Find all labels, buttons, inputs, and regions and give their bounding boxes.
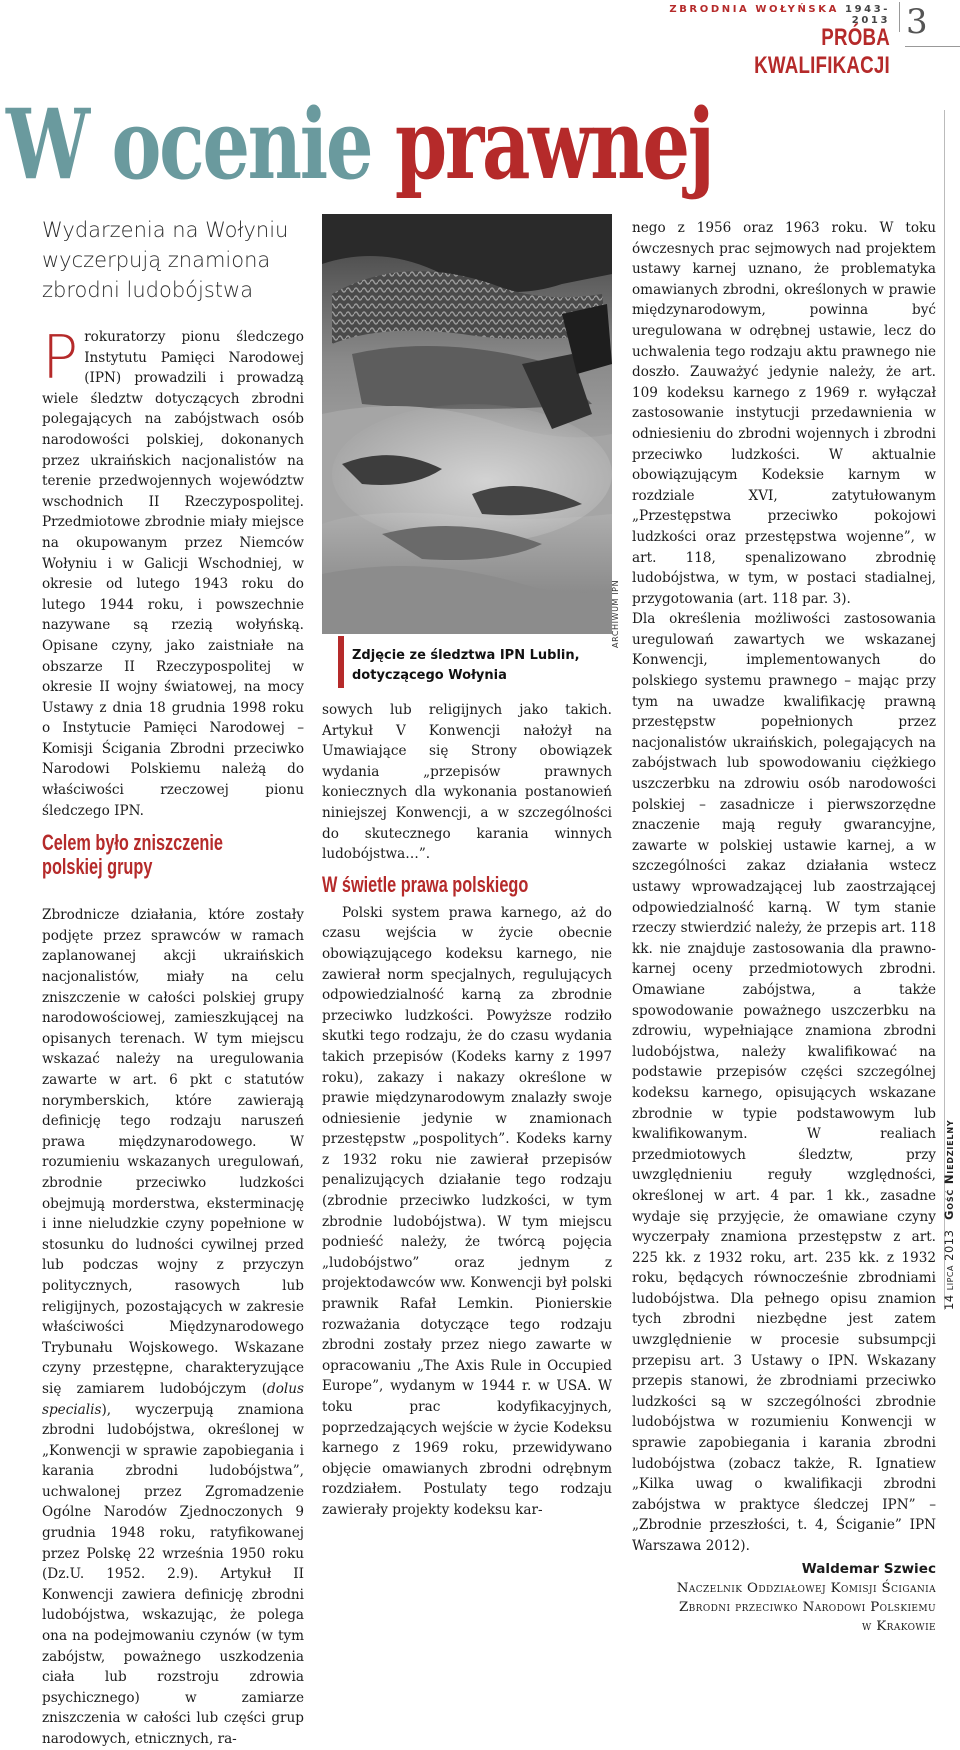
article-title bbox=[6, 86, 713, 204]
body-text-1b: ), wyczerpują znamiona zbrodni ludobójstwa, określonej w „Konwencji w sprawie zapobiegania i karania zbrodni ludobójstwa”, uchwalonej przez Zgromadzenie Ogólne Narodów Zjednoczonych 9 grudnia 1948 roku, ratyfikowanej przez Polskę 22 września 1950 roku (Dz.U. 1952. 2.9). Artykuł II Konwencji zawiera definicję zbrodni ludobójstwa, wskazując, że polega ona na podejmowaniu czynów (w tym zabójstw, poważnego uszkodzenia ciała lub rozstroju zdrowia psychicznego) w zamiarze zniszczenia w całości lub części grup narodowych, etnicznych, ra- bbox=[42, 1401, 304, 1747]
article-subtitle: Wydarzenia na Wołyniu wyczerpują znamiona zbrodni ludobójstwa bbox=[42, 218, 289, 302]
subheading-polish-law bbox=[322, 873, 612, 897]
caption-accent-bar bbox=[338, 636, 344, 688]
author-name: Waldemar Szwiec bbox=[801, 1560, 936, 1577]
photo-credit: ARCHIWUM IPN bbox=[611, 579, 620, 648]
article-title-part-2: prawnej bbox=[394, 88, 713, 201]
subheading-destruction bbox=[42, 831, 304, 879]
body-paragraph-2: sowych lub religijnych jako takich. Artykuł V Konwencji nałożył na Umawiające się Strony obowiązek wydania „przepisów prawnych koniecznych dla wykonania postanowień niniejszej Konwencji, a w szczególności do skutecznego karania winnych ludobójstwa…”. bbox=[322, 702, 612, 863]
author-role-line-1: Naczelnik Oddziałowej Komisji Ścigania bbox=[676, 1581, 936, 1597]
header-divider bbox=[899, 2, 900, 32]
photo-caption: Zdjęcie ze śledztwa IPN Lublin, dotyczącego Wołynia bbox=[352, 648, 580, 683]
issue-footer bbox=[942, 1000, 960, 1310]
article-title-part-1: W ocenie bbox=[6, 88, 372, 201]
body-text-1a: Zbrodnicze działania, które zostały podjęte przez sprawców w ramach zaplanowanej akcji ukraińskich nacjonalistów, miały na celu zniszczenie w całości polskiej grupy narodowościowej, zamieszkującej na opisanych terenach. W tym miejscu wskazać należy na uregulowania zawarte w art. 6 pkt c statutów norymberskich, które zawierają definicję tego rodzaju naruszeń prawa międzynarodowego. W rozumieniu wskazanych uregulowań, zbrodnie przeciwko ludzkości obejmują morderstwa, eksterminację i inne nieludzkie czyny popełnione w stosunku do ludności cywilnej przed lub podczas wojny z przyczyn politycznych, rasowych lub religijnych, pozostających w zakresie właściwości Międzynarodowego Trybunału Wojskowego. Wskazane czyny przestępne, charakteryzujące się zamiarem ludobójczym ( bbox=[42, 907, 304, 1397]
intro-text: rokuratorzy pionu śledczego Instytutu Pamięci Narodowej (IPN) prowadzili i prowadzą wiele śledztw dotyczących zbrodni polegających na zabójstwach osób narodowości polskiej, dokonanych przez ukraińskich nacjonalistów na terenie przedwojennych województw wschodnich II Rzeczypospolitej. Przedmiotowe zbrodnie miały miejsce na okupowanym przez Niemców Wołyniu i w Galicji Wschodniej, w okresie od lutego 1943 roku do lutego 1944 roku, i powszechnie nazywane są rzezią wołyńską. Opisane czyny, jako zaistniałe na obszarze II Rzeczypospolitej w okresie II wojny światowej, na mocy Ustawy z dnia 18 grudnia 1998 roku o Instytucie Pamięci Narodowej – Komisji Ścigania Zbrodni przeciwko Narodowi Polskiemu należą do właściwości rzeczowej pionu śledczego IPN. bbox=[42, 329, 304, 819]
column-2 bbox=[322, 700, 612, 1521]
page-number-underline bbox=[905, 46, 960, 47]
intro-paragraph bbox=[42, 323, 304, 821]
column-1 bbox=[42, 323, 304, 1750]
latin-term: dolus specialis bbox=[42, 1380, 304, 1418]
page-number: 3 bbox=[906, 2, 928, 42]
body-paragraph-1 bbox=[42, 905, 304, 1749]
issue-date: 14 lipca 2013 bbox=[942, 1229, 956, 1310]
section-title: PRÓBA KWALIFIKACJI bbox=[754, 24, 890, 79]
body-paragraph-4: nego z 1956 oraz 1963 roku. W toku ówczesnych prac sejmowych nad projektem ustawy karnej uznano, że problematyka omawianych zbrodni, określonych w prawie międzynarodowym, powinna być uregulowana w odrębnej ustawie, lecz do uchwalenia tego rodzaju aktu prawnego nie doszło. Zauważyć jedynie należy, że art. 109 kodeksu karnego z 1969 r. wyłączał zastosowanie instytucji przedawnienia w odniesieniu do zbrodni wojennych i zbrodni przeciwko ludzkości. W aktualnie obowiązującym Kodeksie karnym w rozdziale XVI, zatytułowanym „Przestępstwa przeciwko pokojowi ludzkości oraz przestępstwa wojenne”, w art. 118, spenalizowano zbrodnię ludobójstwa, w tym, w postaci stadialnej, przygotowania (art. 118 par. 3). bbox=[632, 220, 936, 607]
subheading-line-2: polskiej grupy bbox=[42, 854, 153, 880]
author-role-line-3: w Krakowie bbox=[861, 1619, 936, 1635]
subheading-line-1: Celem było zniszczenie bbox=[42, 830, 223, 856]
column-3 bbox=[632, 218, 936, 1636]
body-paragraph-5: Dla określenia możliwości zastosowania uregulowań zawartych we wskazanej Konwencji, implementowanych do polskiego systemu prawnego – mając przy tym na uwadze kwalifikację prawną przestępstw popełnionych przez nacjonalistów ukraińskich, polegających na zabójstwach lub spowodowaniu ciężkiego uszczerbku na zdrowiu osób narodowości polskiej – zasadnicze i pierwszorzędne znaczenie mają reguły gwarancyjne, zawarte w polskiej ustawie karnej, a w szczególności zakaz działania wstecz ustawy wprowadzającej lub zaostrzającej odpowiedzialność karną. W tym stanie rzeczy stwierdzić należy, że przepis art. 118 kk. nie znajduje zastosowania dla prawno-karnej oceny przedmiotowych zbrodni. Omawiane zabójstwa, a także spowodowanie poważnego uszczerbku na zdrowiu, wypełniające znamiona zbrodni ludobójstwa, należy kwalifikować na podstawie przepisów części szczególnej kodeksu karnego, opisujących wskazane zbrodnie w typie podstawowym lub kwalifikowanym. W realiach przedmiotowych śledztw, przy uwzględnieniu reguły względności, określonej w art. 4 par. 1 kk., zasadne wydaje się przyjęcie, że omawiane czyny wyczerpały znamiona przestępstw z art. 225 kk. z 1932 roku, art. 235 kk. z 1932 roku, będących równocześnie zbrodniami ludobójstwa. Dla pełnego opisu znamion tych zbrodni niezbędne jest zatem uwzględnienie w procesie subsumpcji przepisu art. 3 Ustawy o IPN. Wskazany przepis stanowi, że zbrodniami przeciwko ludzkości są w szczególności zbrodnie ludobójstwa w rozumieniu Konwencji w sprawie zapobiegania i karania zbrodni ludobójstwa (zobacz także, R. Ignatiew „Kilka uwag o kwalifikacji zbrodni zabójstwa w praktyce śledczej IPN” – „Zbrodnie przeszłości, t. 4, Ściganie” IPN Warszawa 2012). bbox=[632, 611, 936, 1554]
archival-photo bbox=[322, 214, 612, 634]
body-paragraph-3: Polski system prawa karnego, aż do czasu wejścia w życie obecnie obowiązującego kodeksu karnego, nie zawierał norm specjalnych, regulujących odpowiedzialność karną za zbrodnie przeciwko ludzkości. Powyższe rodziło skutki tego rodzaju, że do czasu wydania takich przepisów (Kodeks karny z 1997 roku), zakazy i nakazy określone w prawie międzynarodowym znalazły swoje odniesienie jedynie w znamionach przestępstw „pospolitych”. Kodeks karny z 1932 roku nie zawierał przepisów penalizujących działanie tego rodzaju (zbrodnie przeciwko ludzkości, w tym zbrodnie ludobójstwa). W tym miejscu podnieść należy, że twórcą pojęcia „ludobójstwo” oraz jednym z projektodawców ww. Konwencji był polski prawnik Rafał Lemkin. Pionierskie rozważania dotyczące tego rodzaju zbrodni zostały przez niego zawarte w opracowaniu „The Axis Rule in Occupied Europe”, wydanym w 1944 r. w USA. W toku prac kodyfikacyjnych, poprzedzających wejście w życie Kodeksu karnego z 1969 roku, przewidywano objęcie omawianych zbrodni odrębnym rozdziałem. Postulaty tego rodzaju zawierały projekty kodeksu kar- bbox=[322, 904, 612, 1518]
series-label bbox=[660, 4, 890, 26]
series-years: 1943-2013 bbox=[845, 4, 890, 26]
subheading-polish-law-text: W świetle prawa polskiego bbox=[322, 871, 529, 897]
drop-cap: P bbox=[42, 323, 79, 393]
author-role-line-2: Zbrodni przeciwko Narodowi Polskiemu bbox=[678, 1600, 936, 1616]
series-label-a: ZBRODNIA WOŁYŃSKA bbox=[669, 4, 846, 15]
publication-name: Gość Niedzielny bbox=[942, 1119, 956, 1220]
